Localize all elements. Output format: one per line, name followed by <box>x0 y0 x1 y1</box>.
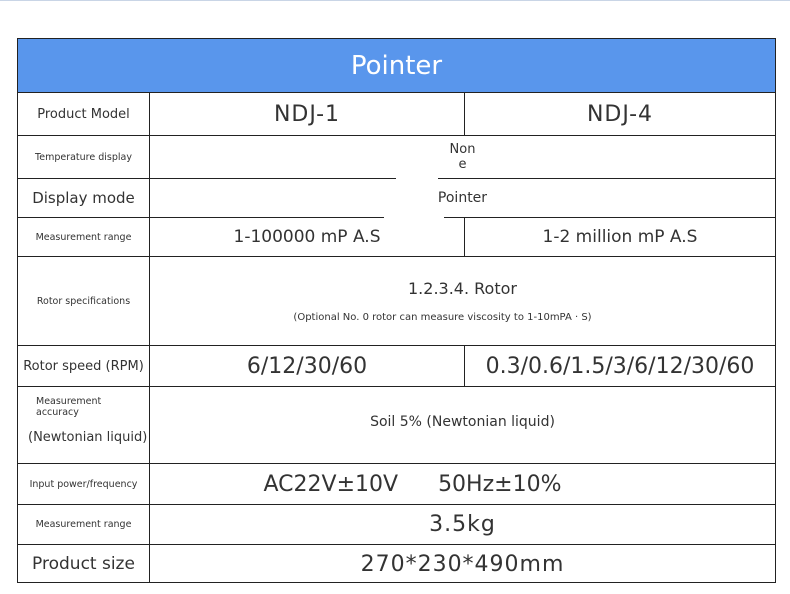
table-row-accuracy <box>18 387 775 464</box>
accuracy-label-1: Measurement <box>36 396 102 407</box>
cell-range-ndj4: 1-2 million mP A.S <box>542 227 698 247</box>
cell-product-size: 270*230*490mm <box>360 551 565 577</box>
cell-weight: 3.5kg <box>429 512 496 537</box>
table-row-display-mode <box>18 179 775 218</box>
cell-display-mode: Pointer <box>437 190 488 206</box>
table-row-product-size <box>18 545 775 583</box>
row-label: Measurement range <box>18 505 150 544</box>
temp-line2: e <box>458 157 467 172</box>
cell-speed-ndj4: 0.3/0.6/1.5/3/6/12/30/60 <box>485 353 755 379</box>
cell-rotor-specs <box>150 257 775 345</box>
row-label: Measurement range <box>18 218 150 256</box>
table-row-rotor-specs <box>18 257 775 346</box>
cell-temperature <box>150 136 775 178</box>
table-row-rotor-speed <box>18 346 775 387</box>
power-voltage: AC22V±10V <box>263 471 399 497</box>
row-label: Product Model <box>18 93 150 135</box>
row-label: Display mode <box>18 179 150 217</box>
row-label: Temperature display <box>18 136 150 178</box>
cell-power <box>100 464 725 504</box>
rotor-main: 1.2.3.4. Rotor <box>408 279 517 298</box>
row-label: Rotor specifications <box>18 257 150 345</box>
row-label: Rotor speed (RPM) <box>18 346 150 386</box>
accuracy-label-2: accuracy <box>36 407 79 418</box>
cell-accuracy: Soil 5% (Newtonian liquid) <box>370 414 555 430</box>
table-row-product-model <box>18 93 775 136</box>
table-row-weight <box>18 505 775 545</box>
table-row-temperature <box>18 136 775 179</box>
row-label <box>18 387 150 463</box>
row-label: Input power/frequency <box>18 464 150 504</box>
cell-ndj1: NDJ-1 <box>150 93 465 135</box>
table-title: Pointer <box>18 39 775 93</box>
cell-range-ndj1: 1-100000 mP A.S <box>150 218 465 256</box>
rotor-note: (Optional No. 0 rotor can measure viscosity to 1-10mPA · S) <box>293 312 592 323</box>
table-row-power <box>18 464 775 505</box>
power-frequency: 50Hz±10% <box>438 471 562 497</box>
table-row-measurement-range <box>18 218 775 257</box>
cell-speed-ndj1: 6/12/30/60 <box>150 346 465 386</box>
accuracy-label-3: (Newtonian liquid) <box>28 430 148 445</box>
temp-line1: Non <box>449 142 476 157</box>
spec-table <box>17 38 776 583</box>
row-label: Product size <box>18 545 150 583</box>
cell-ndj4: NDJ-4 <box>586 101 654 127</box>
top-divider <box>0 0 790 1</box>
